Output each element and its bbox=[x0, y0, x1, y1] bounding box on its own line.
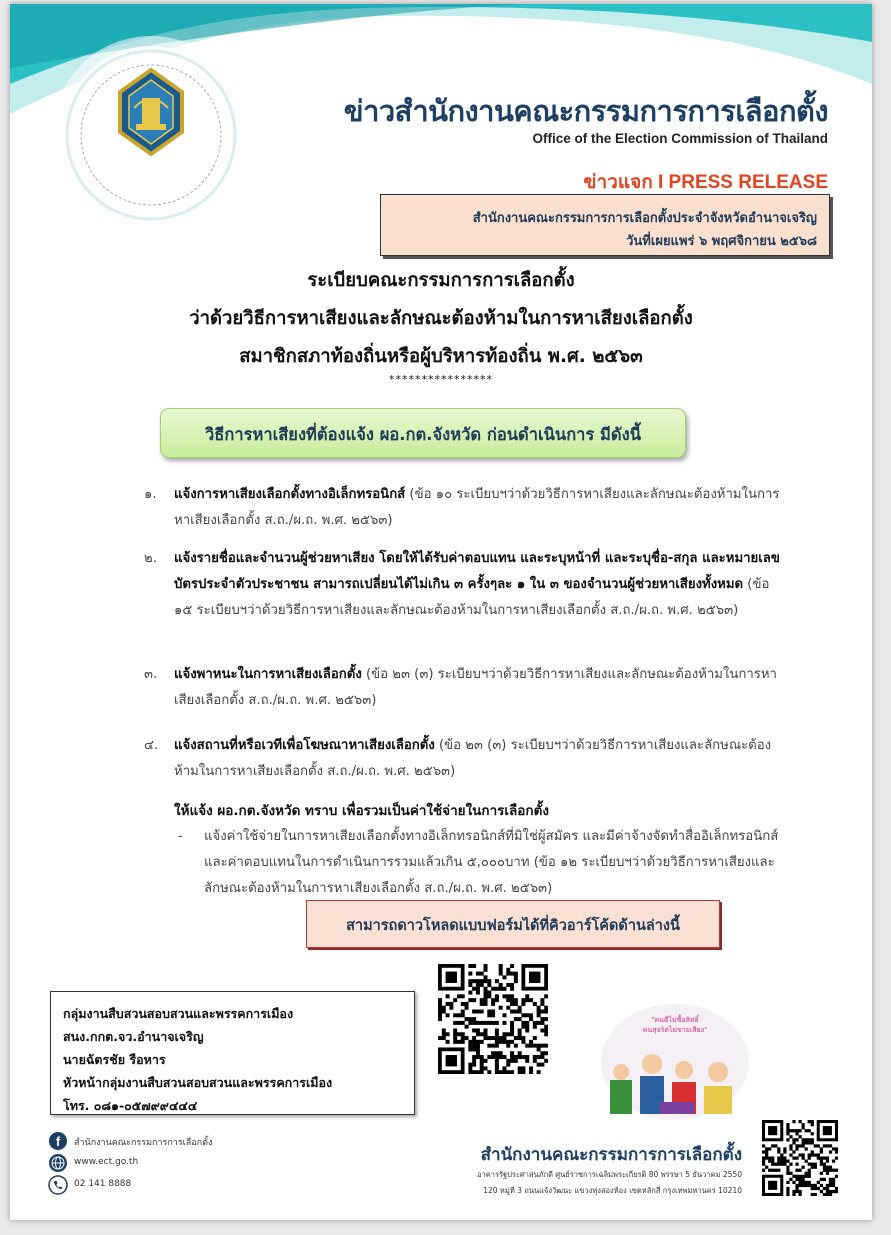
footer-address-line-1: อาคารรัฐประศาสนภักดี ศูนย์ราชการเฉลิมพระเกียรติ 80 พรรษา 5 ธันวาคม 2550 bbox=[477, 1170, 742, 1179]
section-heading-box bbox=[160, 408, 686, 458]
svg-text:f: f bbox=[55, 1134, 61, 1149]
form-download-qr-code[interactable] bbox=[438, 964, 548, 1074]
list-item-text: (ข้อ ๑๕ ระเบียบฯว่าด้วยวิธีการหาเสียงและลักษณะต้องห้ามในการหาเสียงเลือกตั้ง ส.ถ./ผ.ถ. พ.ศ. ๒๕๖๓) bbox=[174, 577, 770, 618]
download-notice: สามารถดาวโหลดแบบฟอร์มได้ที่คิวอาร์โค้ดด้านล่างนี้ bbox=[346, 918, 680, 934]
list-item-bold: แจ้งรายชื่อและจำนวนผู้ช่วยหาเสียง โดยให้ได้รับค่าตอบแทน และระบุหน้าที่ และระบุชื่อ-สกุล และหมายเลขบัตรประจำตัวประชาชน สามารถเปลี่ยนได้ไม่เกิน ๓ ครั้งๆละ ๑ ใน ๓ ของจำนวนผู้ช่วยหาเสียงทั้งหมด bbox=[174, 551, 780, 592]
list-item-bold: แจ้งสถานที่หรือเวทีเพื่อโฆษณาหาเสียงเลือกตั้ง bbox=[174, 738, 435, 753]
facebook-icon bbox=[48, 1131, 68, 1151]
title-separator-stars: **************** bbox=[389, 373, 493, 386]
notify-heading: ให้แจ้ง ผอ.กต.จังหวัด ทราบ เพื่อรวมเป็นค่าใช้จ่ายในการเลือกตั้ง bbox=[174, 803, 549, 819]
publish-date: วันที่เผยแพร่ ๖ พฤศจิกายน ๒๕๖๘ bbox=[626, 234, 817, 249]
expense-item bbox=[174, 824, 786, 902]
ect-seal-logo bbox=[62, 46, 240, 224]
list-item-number: ๑. bbox=[144, 487, 157, 502]
dash-bullet: - bbox=[178, 829, 183, 844]
contact-name: นายฉัตรชัย รือหาร bbox=[63, 1052, 166, 1067]
office-info-box bbox=[380, 194, 830, 256]
list-item-number: ๔. bbox=[144, 738, 159, 753]
list-item-number: ๓. bbox=[144, 667, 158, 682]
expense-text: แจ้งค่าใช้จ่ายในการหาเสียงเลือกตั้งทางอิเล็กทรอนิกส์ที่มิใช่ผู้สมัคร และมีค่าจ้างจัดทำสื่ออิเล็กทรอนิกส์และค่าตอบแทนในการดำเนินการรวมแล้วเกิน ๕,๐๐๐บาท (ข้อ ๑๒ ระเบียบฯว่าด้วยวิธีการหาเสียงและลักษณะต้องห้ามในการหาเสียงเลือกตั้ง ส.ถ./ผ.ถ. พ.ศ. ๒๕๖๓) bbox=[204, 829, 779, 896]
list-item-text: (ข้อ ๒๓ (๓) ระเบียบฯว่าด้วยวิธีการหาเสียงและลักษณะต้องห้ามในการหาเสียงเลือกตั้ง ส.ถ./ผ.ถ. พ.ศ. ๒๕๖๓) bbox=[174, 738, 772, 779]
section-heading: วิธีการหาเสียงที่ต้องแจ้ง ผอ.กต.จังหวัด ก่อนดำเนินการ มีดังนี้ bbox=[205, 425, 641, 444]
document-title-line-1: ระเบียบคณะกรรมการการเลือกตั้ง bbox=[307, 270, 575, 291]
office-name: สำนักงานคณะกรรมการการเลือกตั้งประจำจังหวัดอำนาจเจริญ bbox=[472, 211, 817, 226]
header-subtitle: Office of the Election Commission of Thailand bbox=[532, 131, 828, 146]
contact-department: กลุ่มงานสืบสวนสอบสวนและพรรคการเมือง bbox=[63, 1006, 294, 1021]
press-release-page bbox=[10, 4, 872, 1220]
contact-info-box bbox=[50, 991, 415, 1115]
list-item-bold: แจ้งการหาเสียงเลือกตั้งทางอิเล็กทรอนิกส์ bbox=[174, 487, 406, 502]
download-notice-box bbox=[306, 900, 720, 948]
cartoon-caption-line-1: "คนดีไม่ซื้อสิทธิ์ bbox=[651, 1016, 699, 1024]
header-title: ข่าวสำนักงานคณะกรรมการการเลือกตั้ง bbox=[343, 96, 828, 128]
campaign-cartoon-image bbox=[600, 1002, 750, 1122]
press-release-label: ข่าวแจก I PRESS RELEASE bbox=[583, 172, 828, 193]
contact-office: สนง.กกต.จว.อำนาจเจริญ bbox=[63, 1029, 204, 1044]
list-item-3 bbox=[144, 662, 784, 714]
footer-qr-code[interactable] bbox=[762, 1120, 838, 1196]
document-title-line-2: ว่าด้วยวิธีการหาเสียงและลักษณะต้องห้ามในการหาเสียงเลือกตั้ง bbox=[189, 308, 693, 329]
list-item-number: ๒. bbox=[144, 551, 157, 566]
contact-phone: โทร. ๐๘๑-๐๕๗๙๙๔๔๔ bbox=[63, 1098, 198, 1113]
globe-icon bbox=[48, 1153, 68, 1173]
list-item-text: (ข้อ ๑๐ ระเบียบฯว่าด้วยวิธีการหาเสียงและลักษณะต้องห้ามในการหาเสียงเลือกตั้ง ส.ถ./ผ.ถ. พ.ศ. ๒๕๖๓) bbox=[174, 487, 780, 528]
footer-org-name: สำนักงานคณะกรรมการการเลือกตั้ง bbox=[480, 1145, 742, 1165]
website-url: www.ect.go.th bbox=[74, 1157, 139, 1167]
phone-number: 02 141 8888 bbox=[74, 1179, 132, 1189]
cartoon-caption-line-2: คนสุจริตไม่ขายเสียง" bbox=[642, 1026, 708, 1034]
contact-position: หัวหน้ากลุ่มงานสืบสวนสอบสวนและพรรคการเมือง bbox=[63, 1075, 333, 1090]
list-item-bold: แจ้งพาหนะในการหาเสียงเลือกตั้ง bbox=[174, 667, 362, 682]
footer-address-line-2: 120 หมู่ที่ 3 ถนนแจ้งวัฒนะ แขวงทุ่งสองห้อง เขตหลักสี่ กรุงเทพมหานคร 10210 bbox=[483, 1186, 742, 1195]
list-item-4 bbox=[144, 733, 784, 785]
phone-icon bbox=[48, 1175, 68, 1195]
document-title-line-3: สมาชิกสภาท้องถิ่นหรือผู้บริหารท้องถิ่น พ.ศ. ๒๕๖๓ bbox=[239, 346, 643, 367]
list-item-2 bbox=[144, 546, 784, 624]
list-item-1 bbox=[144, 482, 784, 534]
facebook-page-name: สำนักงานคณะกรรมการการเลือกตั้ง bbox=[74, 1138, 213, 1148]
list-item-text: (ข้อ ๒๓ (๓) ระเบียบฯว่าด้วยวิธีการหาเสียงและลักษณะต้องห้ามในการหาเสียงเลือกตั้ง ส.ถ./ผ.ถ. พ.ศ. ๒๕๖๓) bbox=[174, 667, 777, 708]
